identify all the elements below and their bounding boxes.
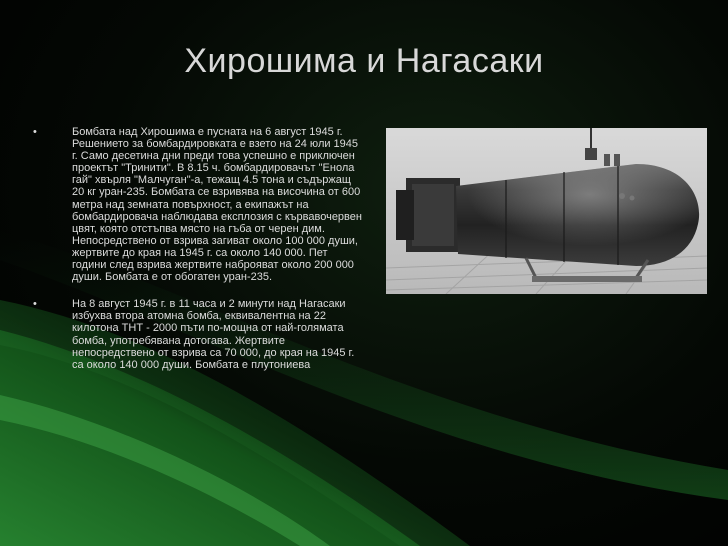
bullet-icon: •: [33, 298, 37, 311]
bullet-item-nagasaki: [33, 298, 363, 371]
bullet-list: [33, 126, 363, 386]
bullet-text-hiroshima: Бомбата над Хирошима е пусната на 6 август 1945 г. Решението за бомбардировката е взето на 24 юли 1945 г. Само десетина дни преди това успешно е приключен проектът "Тринити". В 8.15 ч. бомбардировачът "Енола гай" хвърля "Малчуган"-а, тежащ 4.5 тона и съдържащ 20 кг уран-235. Бомбата се взривява на височина от 600 метра над земната повърхност, а екипажът на бомбардировача наблюдава експлозия с кървавочервен цвят, която отстъпва място на гъба от черен дим. Непосредствено от взрива загиват около 100 000 души, жертвите до края на 1945 г. са около 140 000. Пет години след взрива жертвите наброяват около 200 000 души. Бомбата е от обогатен уран-235.: [72, 126, 362, 284]
slide-title: Хирошима и Нагасаки: [184, 42, 544, 80]
bullet-text-nagasaki: На 8 август 1945 г. в 11 часа и 2 минути над Нагасаки избухва втора атомна бомба, еквивалентна на 22 килотона ТНТ - 2000 пъти по-мощна от най-голямата бомба, употребявана дотогава. Жертвите непосредствено от взрива са 70 000, до края на 1945 г. са около 140 000 души. Бомбата е плутониева: [72, 298, 355, 371]
bomb-illustration: [386, 128, 707, 294]
bullet-icon: •: [33, 126, 37, 138]
bullet-item-hiroshima: [33, 126, 363, 283]
bomb-photo: [386, 128, 707, 294]
